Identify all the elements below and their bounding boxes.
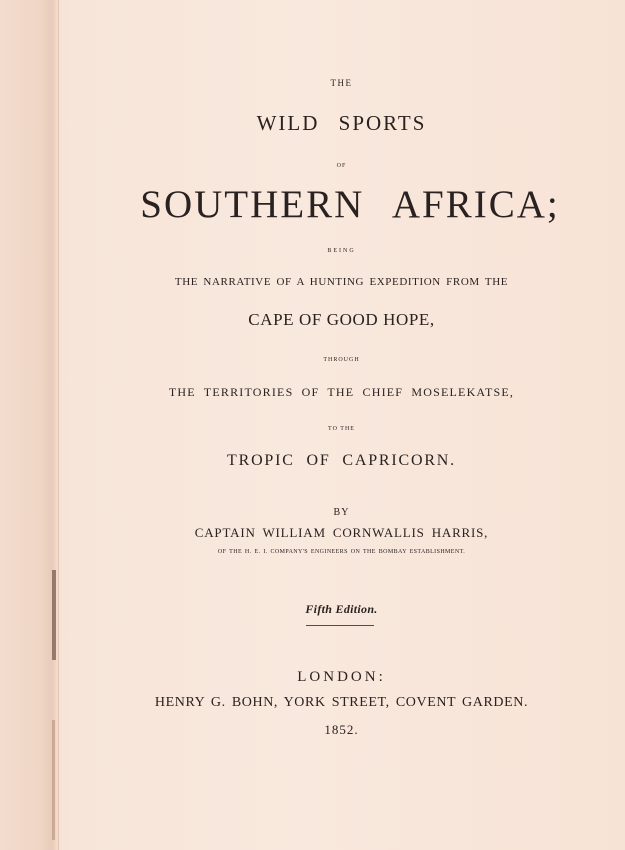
title-wild-sports: WILD SPORTS — [256, 111, 427, 135]
author-by: BY — [333, 507, 350, 518]
subtitle-being: BEING — [327, 248, 356, 254]
binding-mark — [52, 570, 56, 660]
main-title: SOUTHERN AFRICA; — [140, 183, 560, 226]
subtitle-tropic: TROPIC OF CAPRICORN. — [227, 452, 456, 469]
imprint-year: 1852. — [324, 722, 359, 737]
subtitle-through: THROUGH — [323, 357, 360, 363]
author-name: CAPTAIN WILLIAM CORNWALLIS HARRIS, — [194, 525, 489, 540]
subtitle-cape: CAPE OF GOOD HOPE, — [248, 310, 435, 329]
subtitle-territories: THE TERRITORIES OF THE CHIEF MOSELEKATSE, — [168, 385, 515, 399]
title-the: THE — [330, 78, 353, 88]
imprint-publisher: HENRY G. BOHN, YORK STREET, COVENT GARDEN. — [154, 695, 529, 710]
author-affiliation: OF THE H. E. I. COMPANY'S ENGINEERS ON THE BOMBAY ESTABLISHMENT. — [217, 549, 466, 555]
edition: Fifth Edition. — [305, 602, 378, 616]
edition-rule — [306, 625, 374, 626]
binding-shadow — [52, 720, 55, 840]
imprint-city: LONDON: — [297, 669, 386, 685]
book-gutter — [0, 0, 59, 850]
subtitle-to-the: TO THE — [328, 426, 355, 432]
subtitle-narrative: THE NARRATIVE OF A HUNTING EXPEDITION FROM THE — [174, 276, 509, 288]
title-of: OF — [336, 163, 347, 169]
